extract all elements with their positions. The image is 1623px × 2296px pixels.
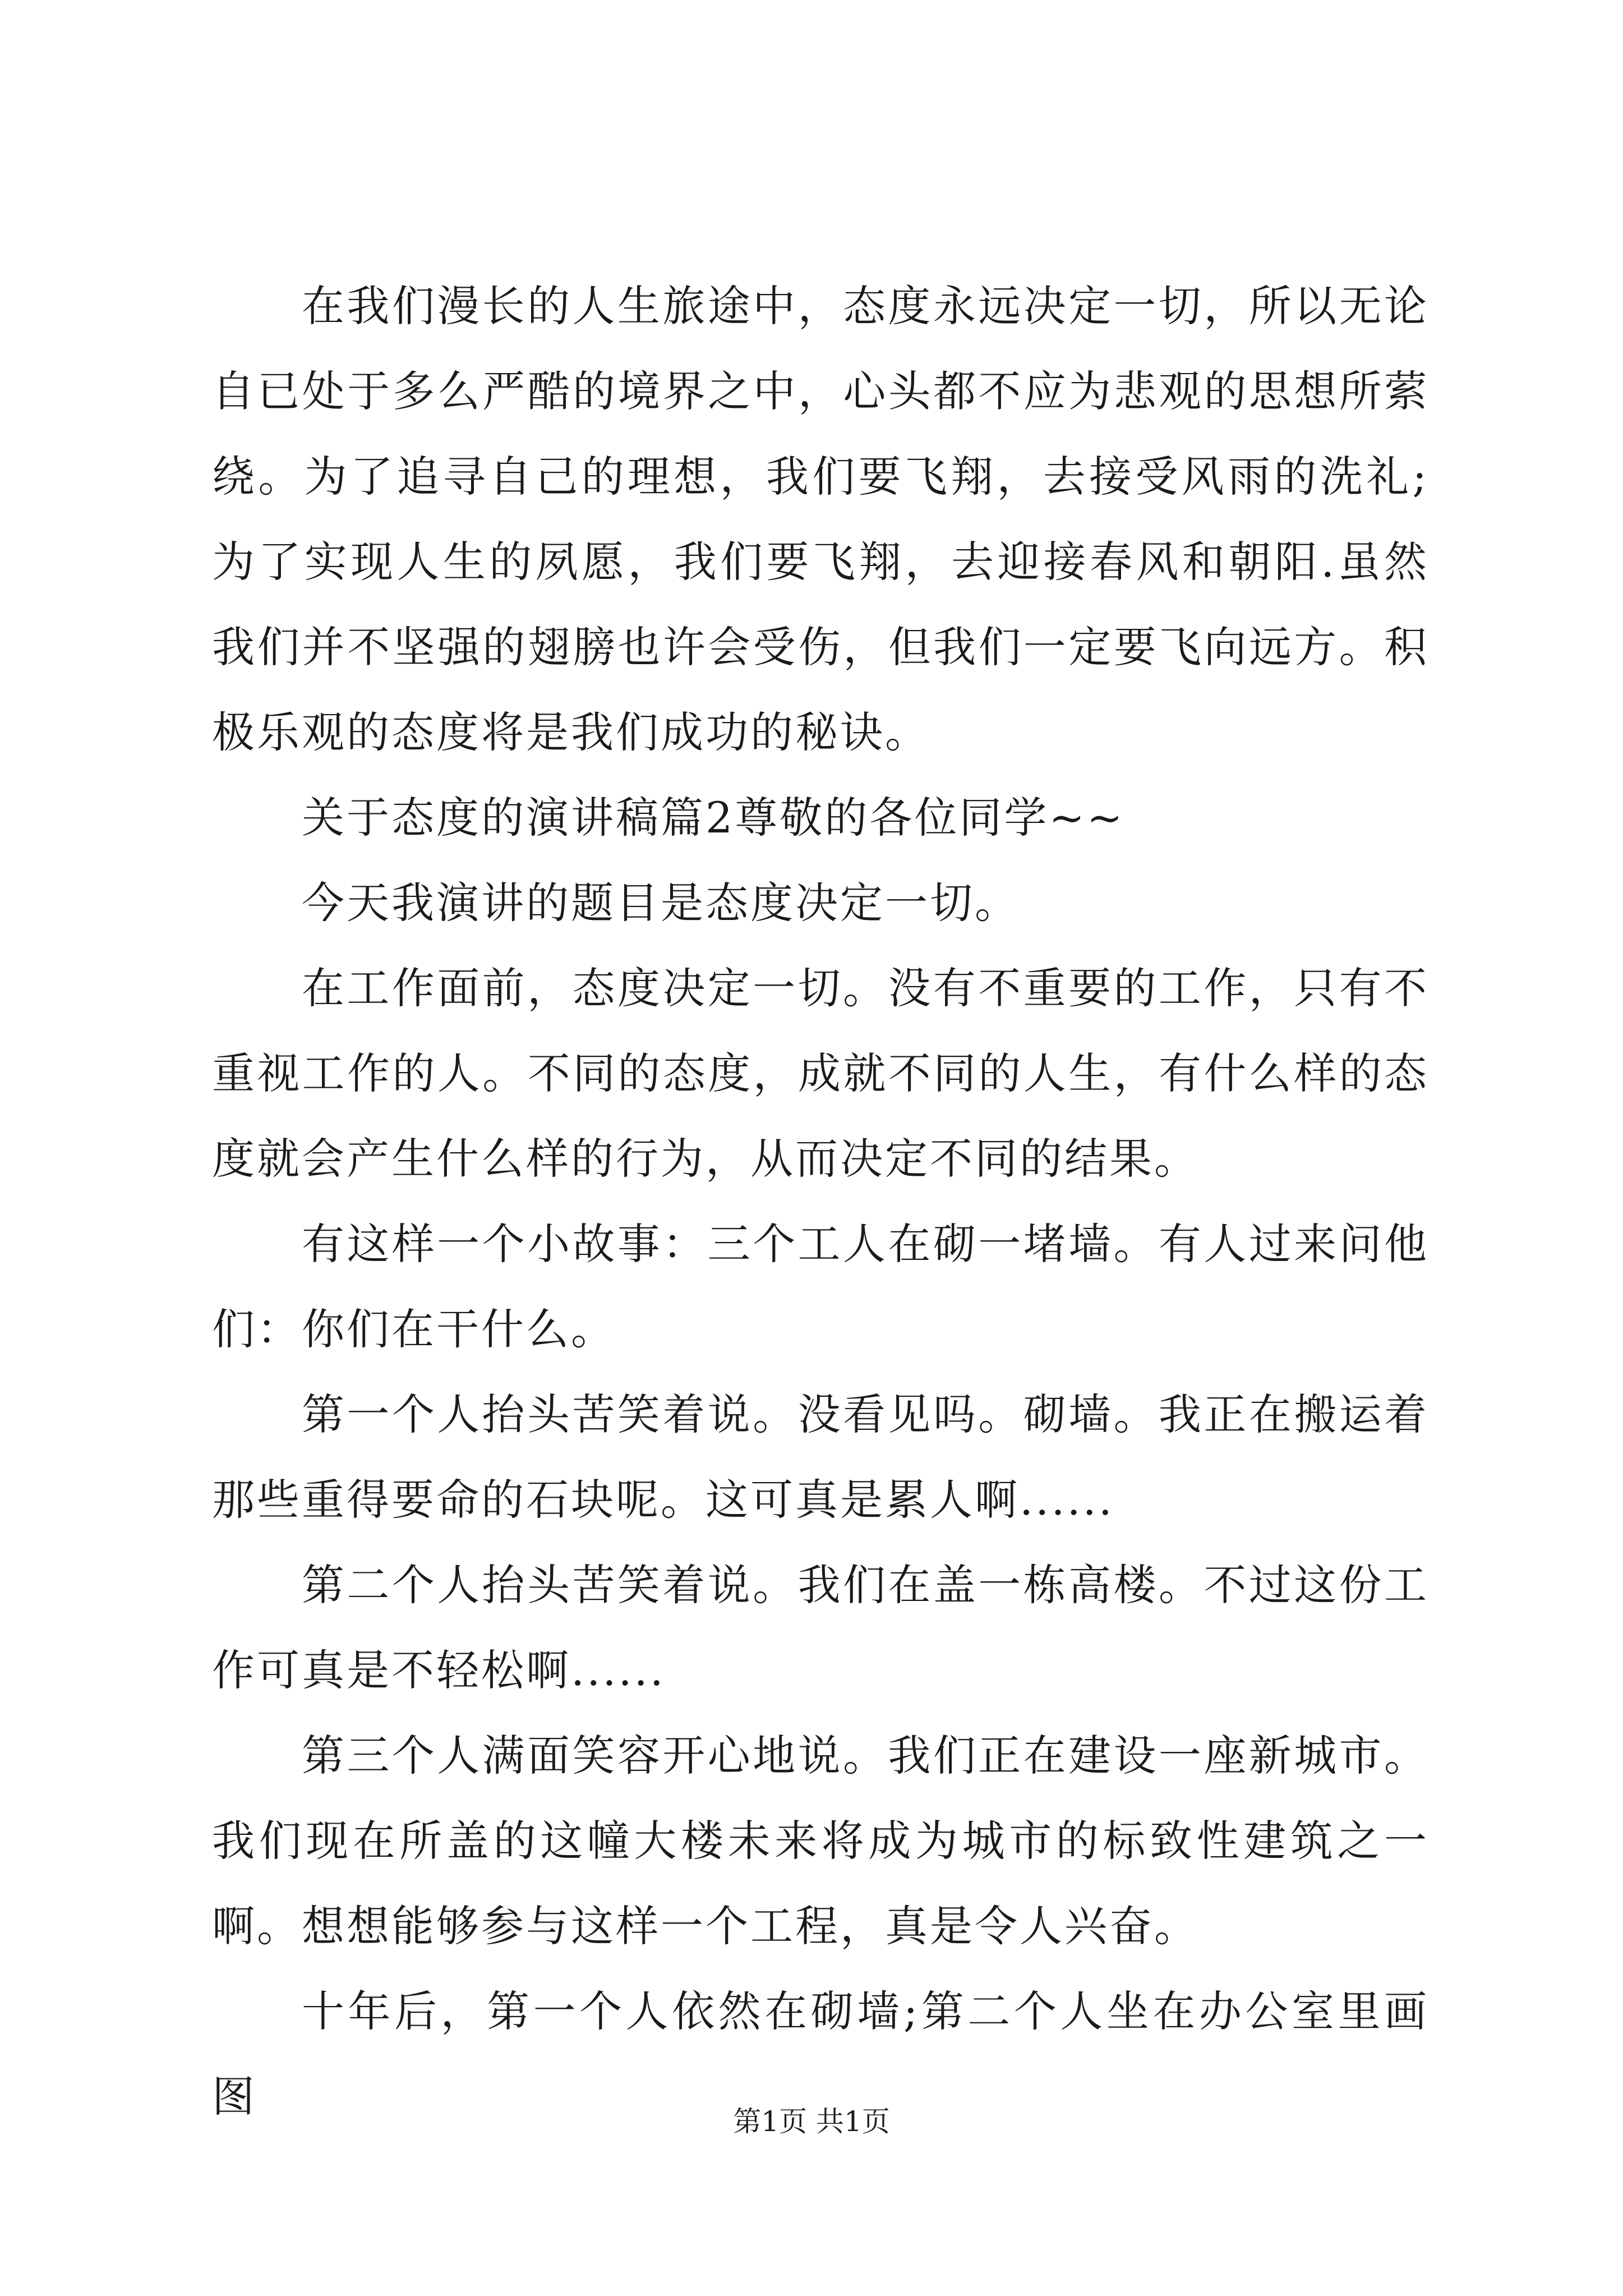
paragraph-ten-years-later: 十年后，第一个人依然在砌墙;第二个人坐在办公室里画图 [212, 1986, 1429, 2122]
paragraph-work-attitude: 在工作面前，态度决定一切。没有不重要的工作，只有不重视工作的人。不同的态度，成就不同的人生，有什么样的态度就会产生什么样的行为，从而决定不同的结果。 [212, 963, 1429, 1184]
paragraph-speech-heading: 关于态度的演讲稿篇2尊敬的各位同学~~ [302, 793, 1125, 843]
paragraph-first-worker: 第一个人抬头苦笑着说。没看见吗。砌墙。我正在搬运着那些重得要命的石块呢。这可真是累人啊...... [212, 1389, 1429, 1525]
paragraph-attitude-intro: 在我们漫长的人生旅途中，态度永远决定一切，所以无论自已处于多么严酷的境界之中，心头都不应为悲观的思想所萦绕。为了追寻自己的理想，我们要飞翔，去接受风雨的洗礼;为了实现人生的夙愿，我们要飞翔，去迎接春风和朝阳.虽然我们并不坚强的翅膀也许会受伤，但我们一定要飞向远方。积极乐观的态度将是我们成功的秘诀。 [212, 281, 1429, 757]
document-body [212, 264, 1429, 2139]
paragraph-second-worker: 第二个人抬头苦笑着说。我们在盖一栋高楼。不过这份工作可真是不轻松啊...... [212, 1560, 1429, 1695]
paragraph-third-worker: 第三个人满面笑容开心地说。我们正在建设一座新城市。我们现在所盖的这幢大楼未来将成为城市的标致性建筑之一啊。想想能够参与这样一个工程，真是令人兴奋。 [212, 1731, 1429, 1951]
page-number-footer: 第1页 共1页 [733, 2105, 890, 2138]
paragraph-speech-topic: 今天我演讲的题目是态度决定一切。 [302, 878, 1020, 928]
paragraph-story-intro: 有这样一个小故事：三个工人在砌一堵墙。有人过来问他们：你们在干什么。 [212, 1219, 1429, 1354]
